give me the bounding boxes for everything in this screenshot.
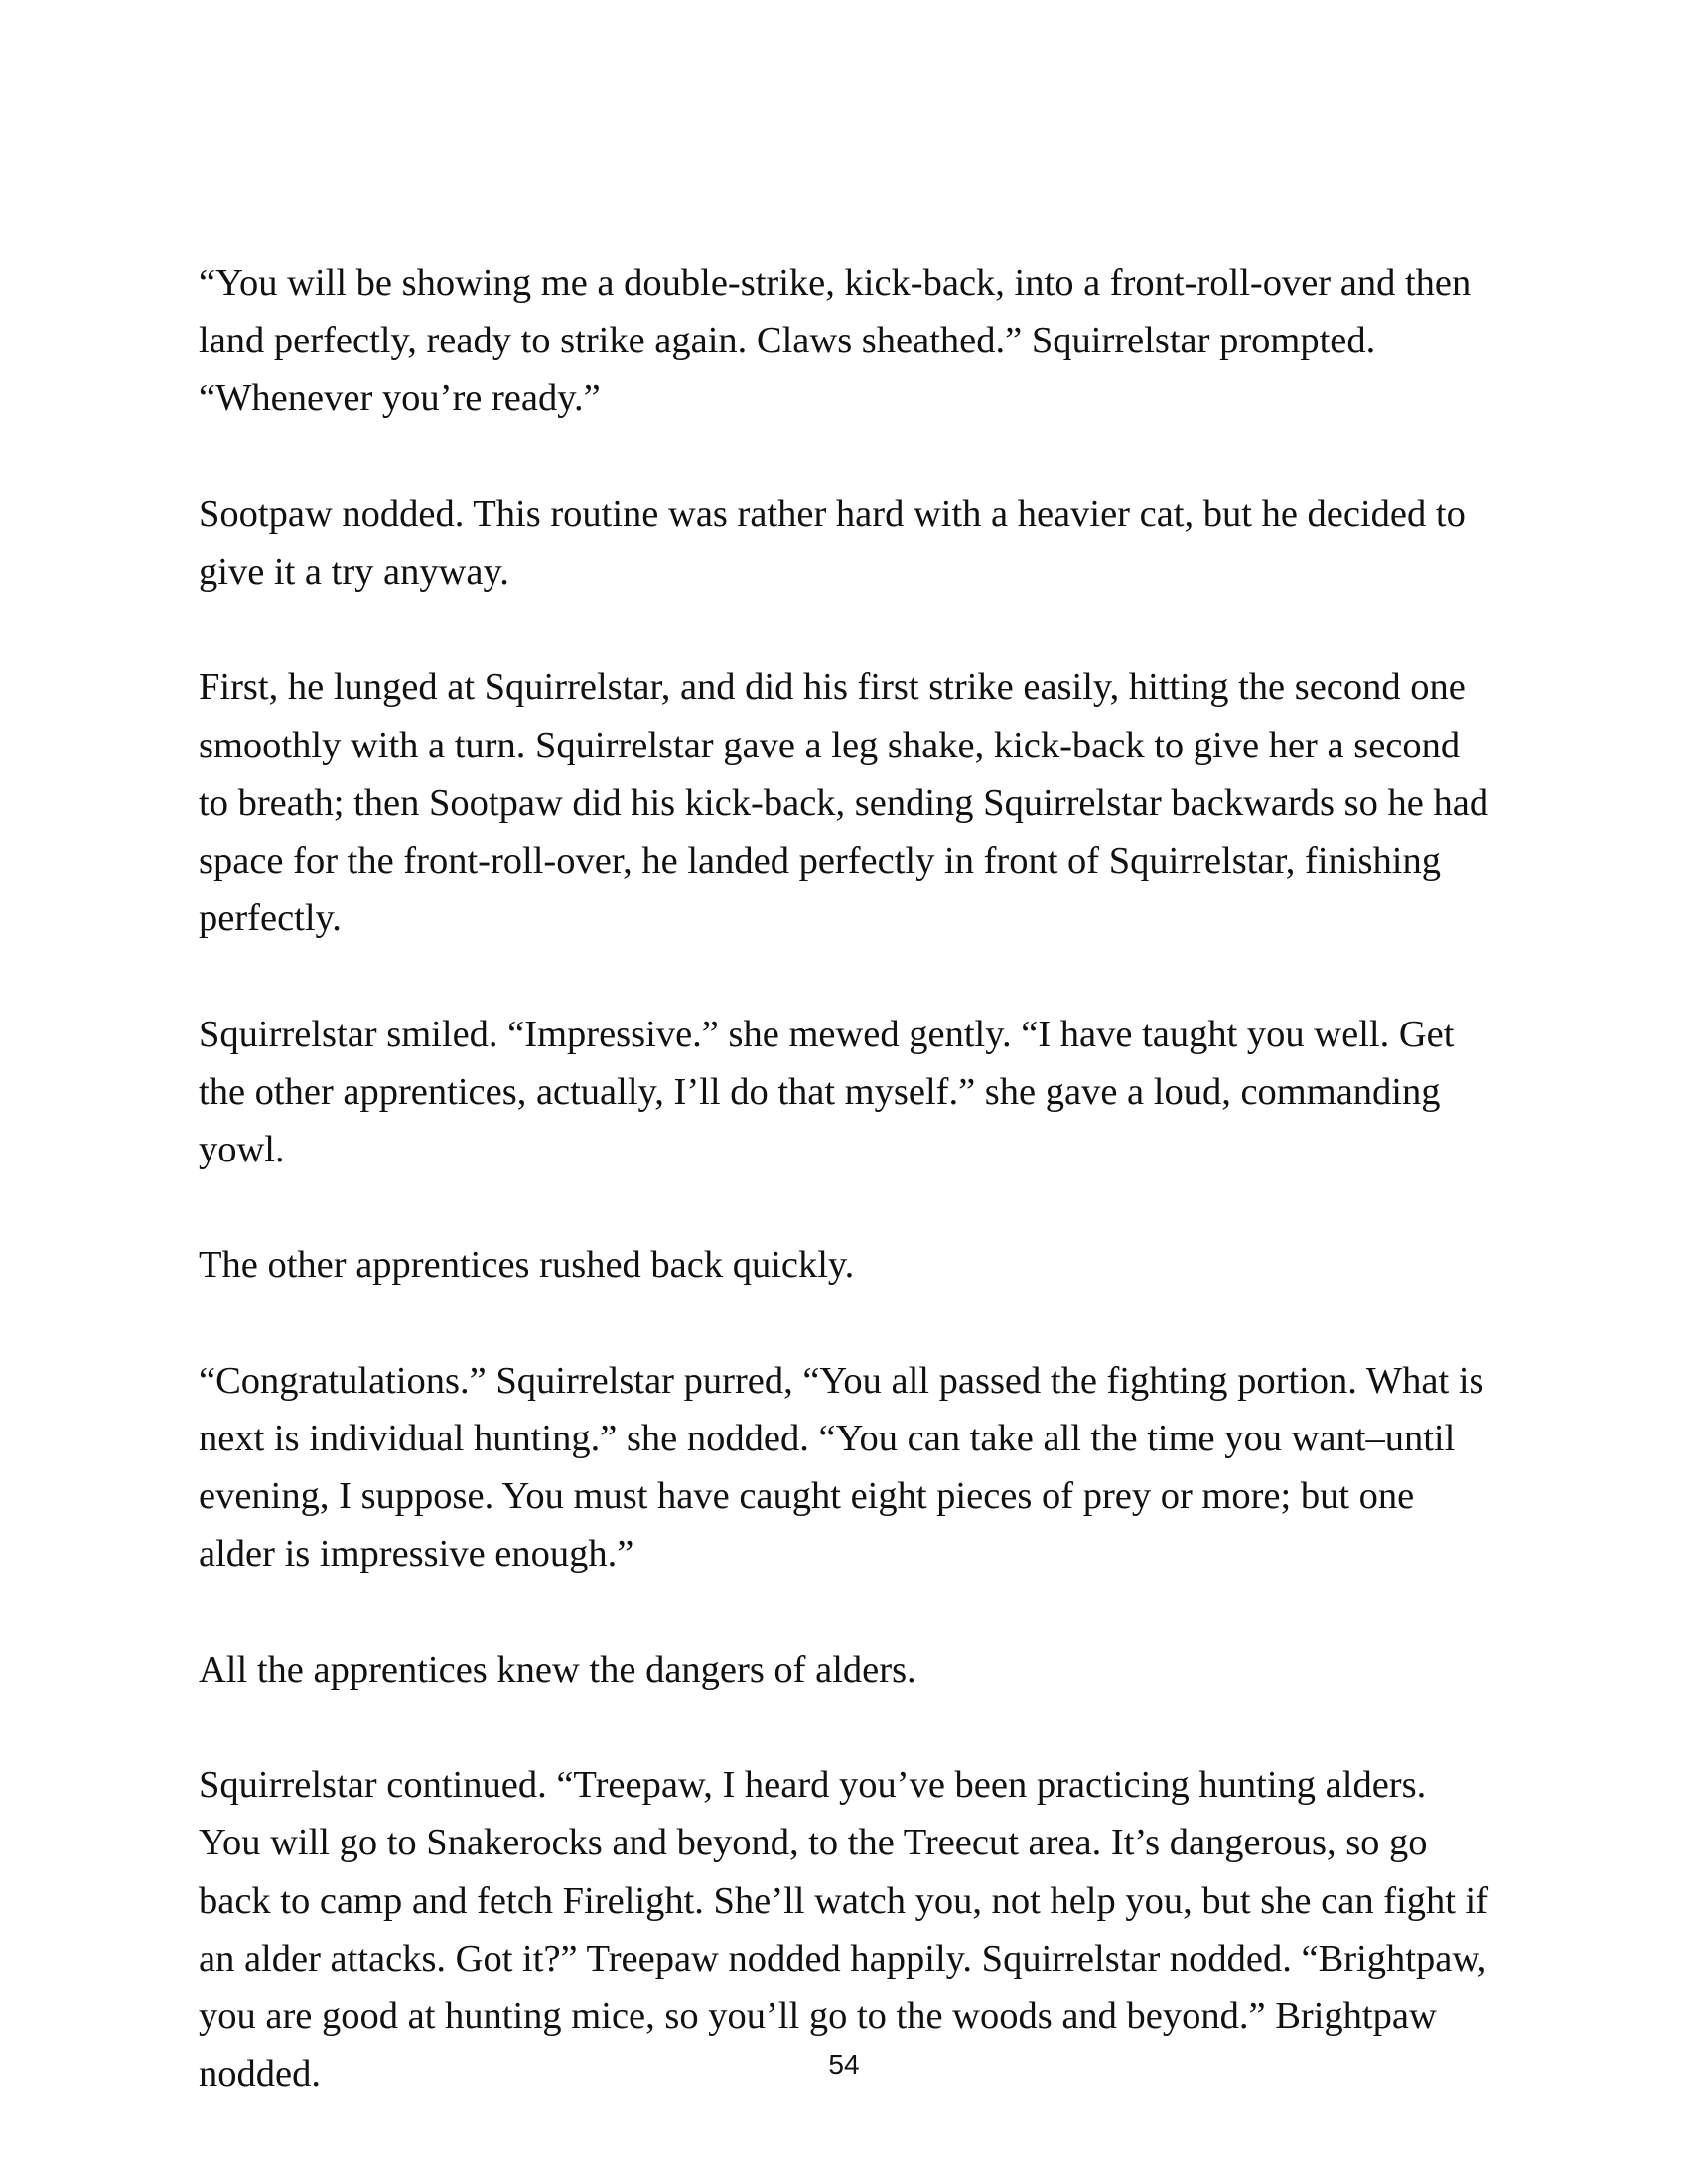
paragraph-6: “Congratulations.” Squirrelstar purred, “You all passed the fighting portion. What is next is individual hunting.” she nodded. “You can take all the time you want–until evening, I suppose. You must have caught eight pieces of prey or more; but one alder is impressive enough.”: [199, 1359, 1484, 1575]
paragraph-3: First, he lunged at Squirrelstar, and did his first strike easily, hitting the second one smoothly with a turn. Squirrelstar gave a leg shake, kick-back to give her a second to breath; then Sootpaw did his kick-back, sending Squirrelstar backwards so he had space for the front-roll-over, he landed perfectly in front of Squirrelstar, finishing perfectly.: [199, 666, 1489, 940]
paragraph-4: Squirrelstar smiled. “Impressive.” she mewed gently. “I have taught you well. Get the other apprentices, actually, I’ll do that myself.” she gave a loud, commanding yowl.: [199, 1013, 1455, 1170]
paragraph-5: The other apprentices rushed back quickly.: [199, 1244, 855, 1287]
body-text: [199, 254, 1491, 2161]
paragraph-2: Sootpaw nodded. This routine was rather hard with a heavier cat, but he decided to give it a try anyway.: [199, 492, 1466, 593]
paragraph-1: “You will be showing me a double-strike, kick-back, into a front-roll-over and then land perfectly, ready to strike again. Claws sheathed.” Squirrelstar prompted. “Whenever you’re ready.”: [199, 262, 1472, 420]
page-number: 54: [828, 2049, 860, 2080]
paragraph-7: All the apprentices knew the dangers of alders.: [199, 1648, 916, 1691]
paragraph-8: Squirrelstar continued. “Treepaw, I heard you’ve been practicing hunting alders. You will go to Snakerocks and beyond, to the Treecut area. It’s dangerous, so go back to camp and fetch Firelight. She’ll watch you, not help you, but she can fight if an alder attacks. Got it?” Treepaw nodded happily. Squirrelstar nodded. “Brightpaw, you are good at hunting mice, so you’ll go to the woods and beyond.” Brightpaw nodded.: [199, 1764, 1489, 2096]
